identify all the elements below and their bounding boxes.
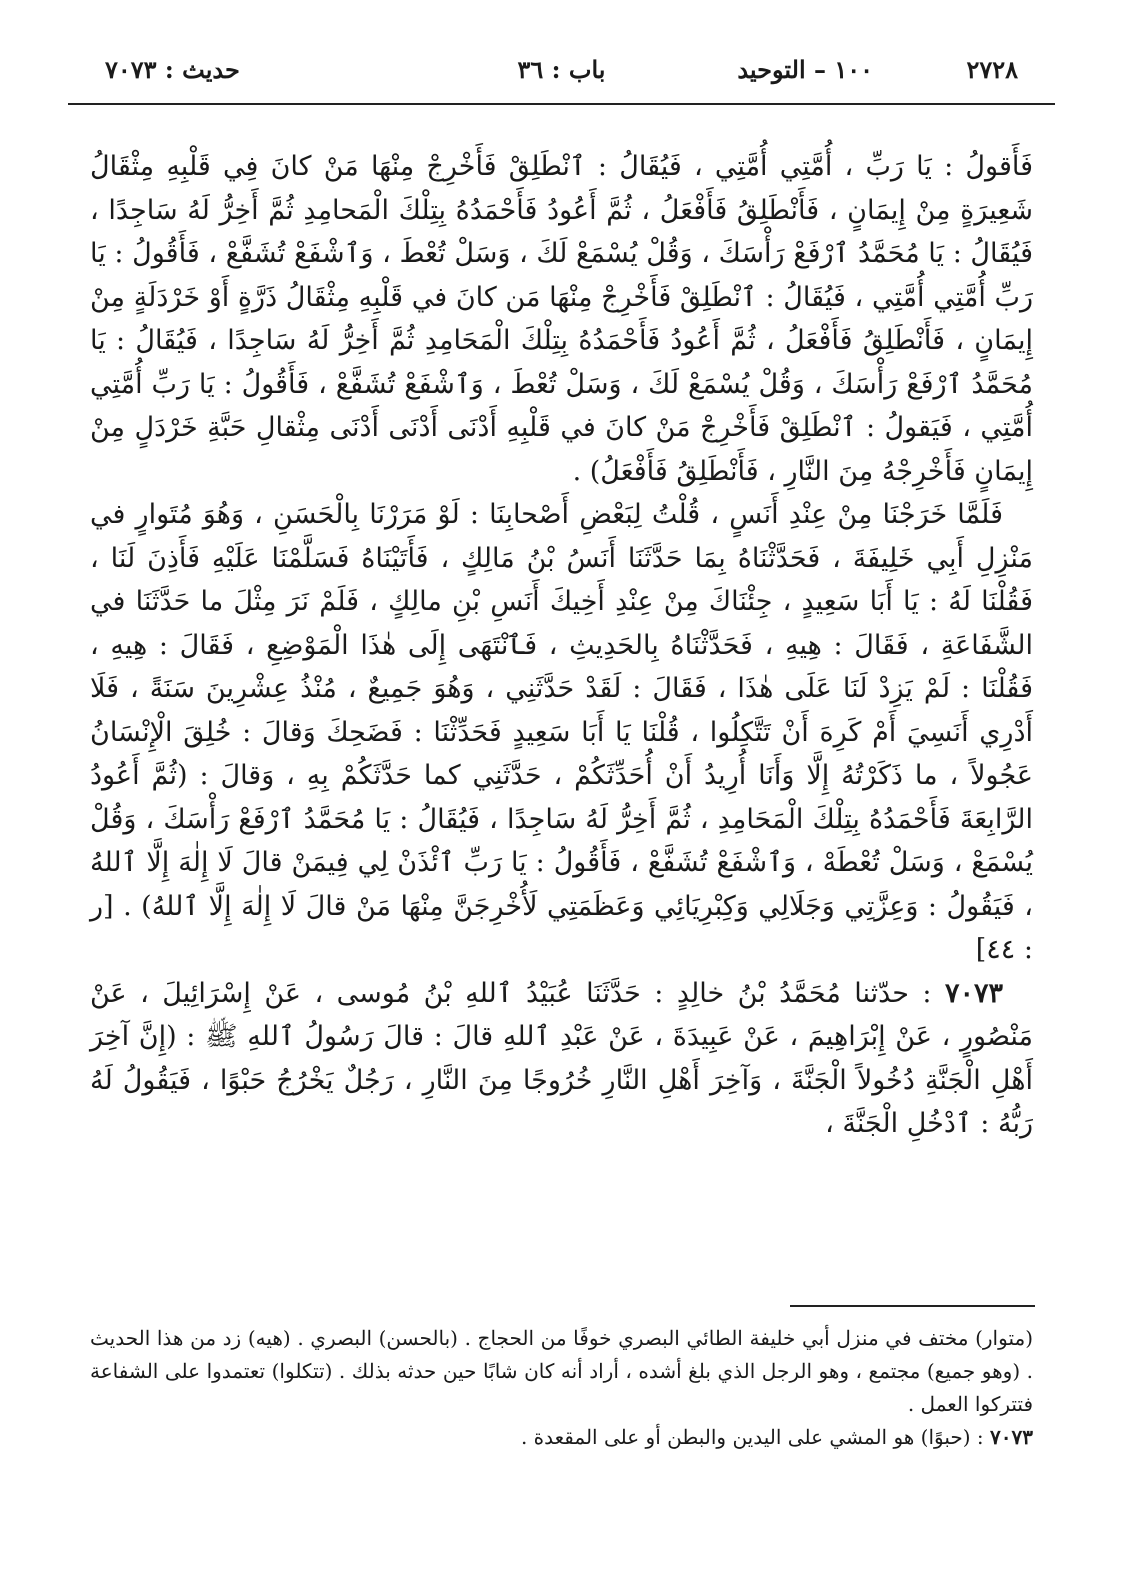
header-rule: [68, 103, 1055, 105]
hadith-number-header: حديث : ٧٠٧٣: [105, 55, 240, 84]
footnote-rule: [790, 1305, 1035, 1307]
running-header: [105, 55, 1018, 95]
main-text: [90, 145, 1033, 1146]
bab-number: باب : ٣٦: [517, 55, 606, 84]
text-block-hasan-narration: فَلَمَّا خَرَجْنَا مِنْ عِنْدِ أَنَسٍ ، قُلْتُ لِبَعْضِ أَصْحابِنَا : لَوْ مَرَرْنَا بِالْحَسَنِ ، وَهُوَ مُتَوارٍ في مَنْزِلِ أَبِي خَلِيفَةَ ، فَحَدَّثْنَاهُ بِمَا حَدَّثَنَا أَنَسُ بْنُ مَالِكٍ ، فَأَتَيْنَاهُ فَسَلَّمْنَا عَلَيْهِ فَأَذِنَ لَنَا ، فَقُلْنَا لَهُ : يَا أَبَا سَعِيدٍ ، جِئْنَاكَ مِنْ عِنْدِ أَخِيكَ أَنَسِ بْنِ مالِكٍ ، فَلَمْ نَرَ مِثْلَ ما حَدَّثَنَا في الشَّفَاعَةِ ، فَقَالَ : هِيهِ ، فَحَدَّثْنَاهُ بِالحَدِيثِ ، فَٱنْتَهَى إِلَى هٰذَا الْمَوْضِعِ ، فَقَالَ : هِيهِ ، فَقُلْنَا : لَمْ يَزِدْ لَنَا عَلَى هٰذَا ، فَقَالَ : لَقَدْ حَدَّثَنِي ، وَهُوَ جَمِيعٌ ، مُنْذُ عِشْرِينَ سَنَةً ، فَلَا أَدْرِي أَنَسِيَ أَمْ كَرِهَ أَنْ تَتَّكِلُوا ، قُلْنَا يَا أَبَا سَعِيدٍ فَحَدِّثْنَا : فَضَحِكَ وَقالَ : خُلِقَ الْإِنْسَانُ عَجُولاً ، ما ذَكَرْتُهُ إِلَّا وَأَنَا أُرِيدُ أَنْ أُحَدِّثَكُمْ ، حَدَّثَنِي كما حَدَّثَكُمْ بِهِ ، وَقالَ : (ثُمَّ أَعُودُ الرَّابِعَةَ فَأَحْمَدُهُ بِتِلْكَ الْمَحَامِدِ ، ثُمَّ أَخِرُّ لَهُ سَاجِدًا ، فَيُقَالُ : يَا مُحَمَّدُ ٱرْفَعْ رَأْسَكَ ، وَقُلْ يُسْمَعْ ، وَسَلْ تُعْطَهْ ، وَٱشْفَعْ تُشَفَّعْ ، فَأَقُولُ : يَا رَبِّ ٱئْذَنْ لِي فِيمَنْ قالَ لَا إِلٰهَ إِلَّا ٱللهُ ، فَيَقُولُ : وَعِزَّتِي وَجَلَالِي وَكِبْرِيَائِي وَعَظَمَتِي لَأُخْرِجَنَّ مِنْهَا مَنْ قالَ لَا إِلٰهَ إِلَّا ٱللهُ) . [ر : ٤٤]: [90, 499, 1033, 965]
footnote-1: (متوار) مختف في منزل أبي خليفة الطائي البصري خوفًا من الحجاج . (بالحسن) البصري . (هيه) زد من هذا الحديث . (وهو جميع) مجتمع ، وهو الرجل الذي بلغ أشده ، أراد أنه كان شابًا حين حدثه بذلك . (تتكلوا) تعتمدوا على الشفاعة فتتركوا العمل .: [90, 1326, 1033, 1416]
footnote-hadith-number: ٧٠٧٣: [990, 1425, 1033, 1449]
text-block-continuation: فَأَقولُ : يَا رَبِّ ، أُمَّتِي أُمَّتِي ، فَيُقَالُ : ٱنْطَلِقْ فَأَخْرِجْ مِنْهَا مَنْ كانَ فِي قَلْبِهِ مِثْقَالُ شَعِيرَةٍ مِنْ إِيمَانٍ ، فَأَنْطَلِقُ فَأَفْعَلُ ، ثُمَّ أَعُودُ فَأَحْمَدُهُ بِتِلْكَ الْمَحامِدِ ثُمَّ أَخِرُّ لَهُ سَاجِدًا ، فَيُقَالُ : يَا مُحَمَّدُ ٱرْفَعْ رَأْسَكَ ، وَقُلْ يُسْمَعْ لَكَ ، وَسَلْ تُعْطَ ، وَٱشْفَعْ تُشَفَّعْ ، فَأَقُولُ : يَا رَبِّ أُمَّتِي أُمَّتِي ، فَيُقَالُ : ٱنْطَلِقْ فَأَخْرِجْ مِنْهَا مَن كانَ في قَلْبِهِ مِثْقَالُ ذَرَّةٍ أَوْ خَرْدَلَةٍ مِنْ إِيمَانٍ ، فَأَنْطَلِقُ فَأَفْعَلُ ، ثُمَّ أَعُودُ فَأَحْمَدُهُ بِتِلْكَ الْمَحَامِدِ ثُمَّ أَخِرُّ لَهُ سَاجِدًا ، فَيُقَالُ : يَا مُحَمَّدُ ٱرْفَعْ رَأْسَكَ ، وَقُلْ يُسْمَعْ لَكَ ، وَسَلْ تُعْطَ ، وَٱشْفَعْ تُشَفَّعْ ، فَأَقُولُ : يَا رَبِّ أُمَّتِي أُمَّتِي ، فَيَقولُ : ٱنْطَلِقْ فَأَخْرِجْ مَنْ كانَ في قَلْبِهِ أَدْنَى أَدْنَى أَدْنَى مِثْقالِ حَبَّةِ خَرْدَلٍ مِنْ إِيمَانٍ فَأَخْرِجْهُ مِنَ النَّارِ ، فَأَنْطَلِقُ فَأَفْعَلُ) .: [90, 151, 1033, 487]
chapter-title: ١٠٠ – التوحيد: [737, 55, 873, 84]
footnote-2: [90, 1421, 1033, 1454]
hadith-number: ٧٠٧٣: [944, 977, 1003, 1009]
footnote-2-text: : (حبوًا) هو المشي على اليدين والبطن أو على المقعدة .: [520, 1425, 991, 1449]
hadith-7073: [90, 972, 1033, 1146]
footnotes: [90, 1322, 1033, 1454]
hadith-text: : حدّثنا مُحَمَّدُ بْنُ خالِدٍ : حَدَّثَنَا عُبَيْدُ ٱللهِ بْنُ مُوسى ، عَنْ إِسْرَائِيلَ ، عَنْ مَنْصُورٍ ، عَنْ إِبْرَاهِيمَ ، عَنْ عَبِيدَةَ ، عَنْ عَبْدِ ٱللهِ قالَ : قالَ رَسُولُ ٱللهِ ﷺ : (إِنَّ آخِرَ أَهْلِ الْجَنَّةِ دُخُولاً الْجَنَّةَ ، وَآخِرَ أَهْلِ النَّارِ خُرُوجًا مِنَ النَّارِ ، رَجُلٌ يَخْرُجُ حَبْوًا ، فَيَقُولُ لَهُ رَبُّهُ : ٱدْخُلِ الْجَنَّةَ ،: [90, 977, 1033, 1139]
page-number: ٢٧٢٨: [966, 55, 1018, 84]
